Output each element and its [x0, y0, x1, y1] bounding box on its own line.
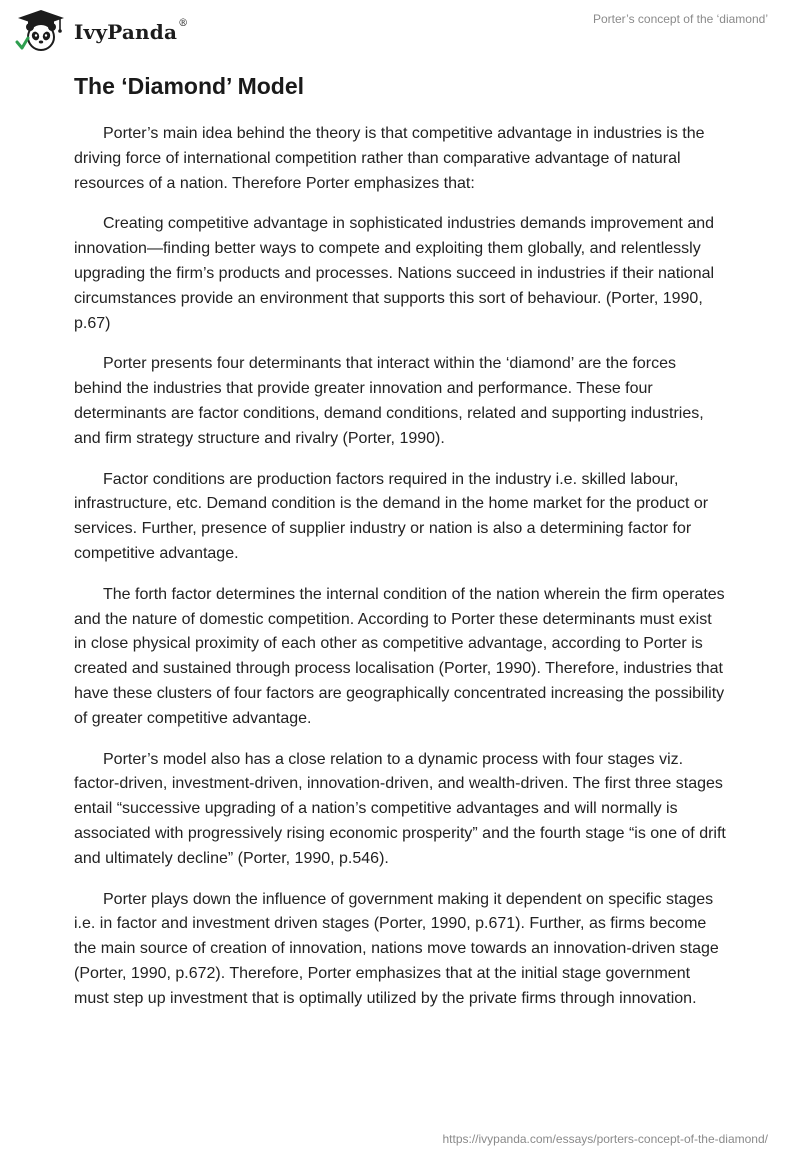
page-header — [0, 0, 800, 60]
source-url[interactable]: https://ivypanda.com/essays/porters-concept-of-the-diamond/ — [442, 1132, 768, 1146]
paragraph: Porter presents four determinants that interact within the ‘diamond’ are the forces behind the industries that provide greater innovation and performance. These four determinants are factor conditions, demand conditions, related and supporting industries, and firm strategy structure and rivalry (Porter, 1990). — [74, 355, 704, 447]
paragraph: Porter’s model also has a close relation to a dynamic process with four stages viz. factor-driven, investment-driven, innovation-driven, and wealth-driven. The first three stages entail “successive upgrading of a nation’s competitive advantages and will normally is associated with progressively rising economic prosperity” and the fourth stage “is one of drift and ultimately decline” (Porter, 1990, p.546). — [74, 750, 726, 867]
paragraph: The forth factor determines the internal condition of the nation wherein the firm operates and the nature of domestic competition. According to Porter these determinants must exist in close physical proximity of each other as competitive advantage, according to Porter is created and sustained through process localisation (Porter, 1990). Therefore, industries that have these clusters of four factors are geographically concentrated increasing the possibility of greater competitive advantage. — [74, 585, 725, 727]
ivypanda-logo[interactable] — [14, 8, 188, 52]
article-body — [74, 122, 726, 1028]
page-title: The ‘Diamond’ Model — [74, 73, 305, 99]
paragraph: Porter’s main idea behind the theory is that competitive advantage in industries is the driving force of international competition rather than comparative advantage of natural resources of a nation. Therefore Porter emphasizes that: — [74, 125, 705, 192]
brand-name: IvyPanda® — [74, 18, 189, 44]
panda-graduate-icon — [14, 8, 68, 52]
paragraph-quote: Creating competitive advantage in sophisticated industries demands improvement and innovation—finding better ways to compete and exploiting them globally, and relentlessly upgrading the firm’s products and processes. Nations succeed in industries if their national circumstances provide an environment that supports this sort of behaviour. (Porter, 1990, p.67) — [74, 215, 715, 332]
paragraph: Porter plays down the influence of government making it dependent on specific stages i.e. in factor and investment driven stages (Porter, 1990, p.671). Further, as firms become the main source of creation of innovation, nations move towards an innovation-driven stage (Porter, 1990, p.672). Therefore, Porter emphasizes that at the initial stage government must step up investment that is optimally utilized by the private firms through innovation. — [74, 890, 719, 1007]
running-title: Porter’s concept of the ‘diamond’ — [593, 12, 768, 26]
paragraph: Factor conditions are production factors required in the industry i.e. skilled labour, infrastructure, etc. Demand condition is the demand in the home market for the product or services. Further, presence of supplier industry or nation is also a determining factor for competitive advantage. — [74, 470, 709, 562]
registered-mark: ® — [178, 18, 189, 29]
